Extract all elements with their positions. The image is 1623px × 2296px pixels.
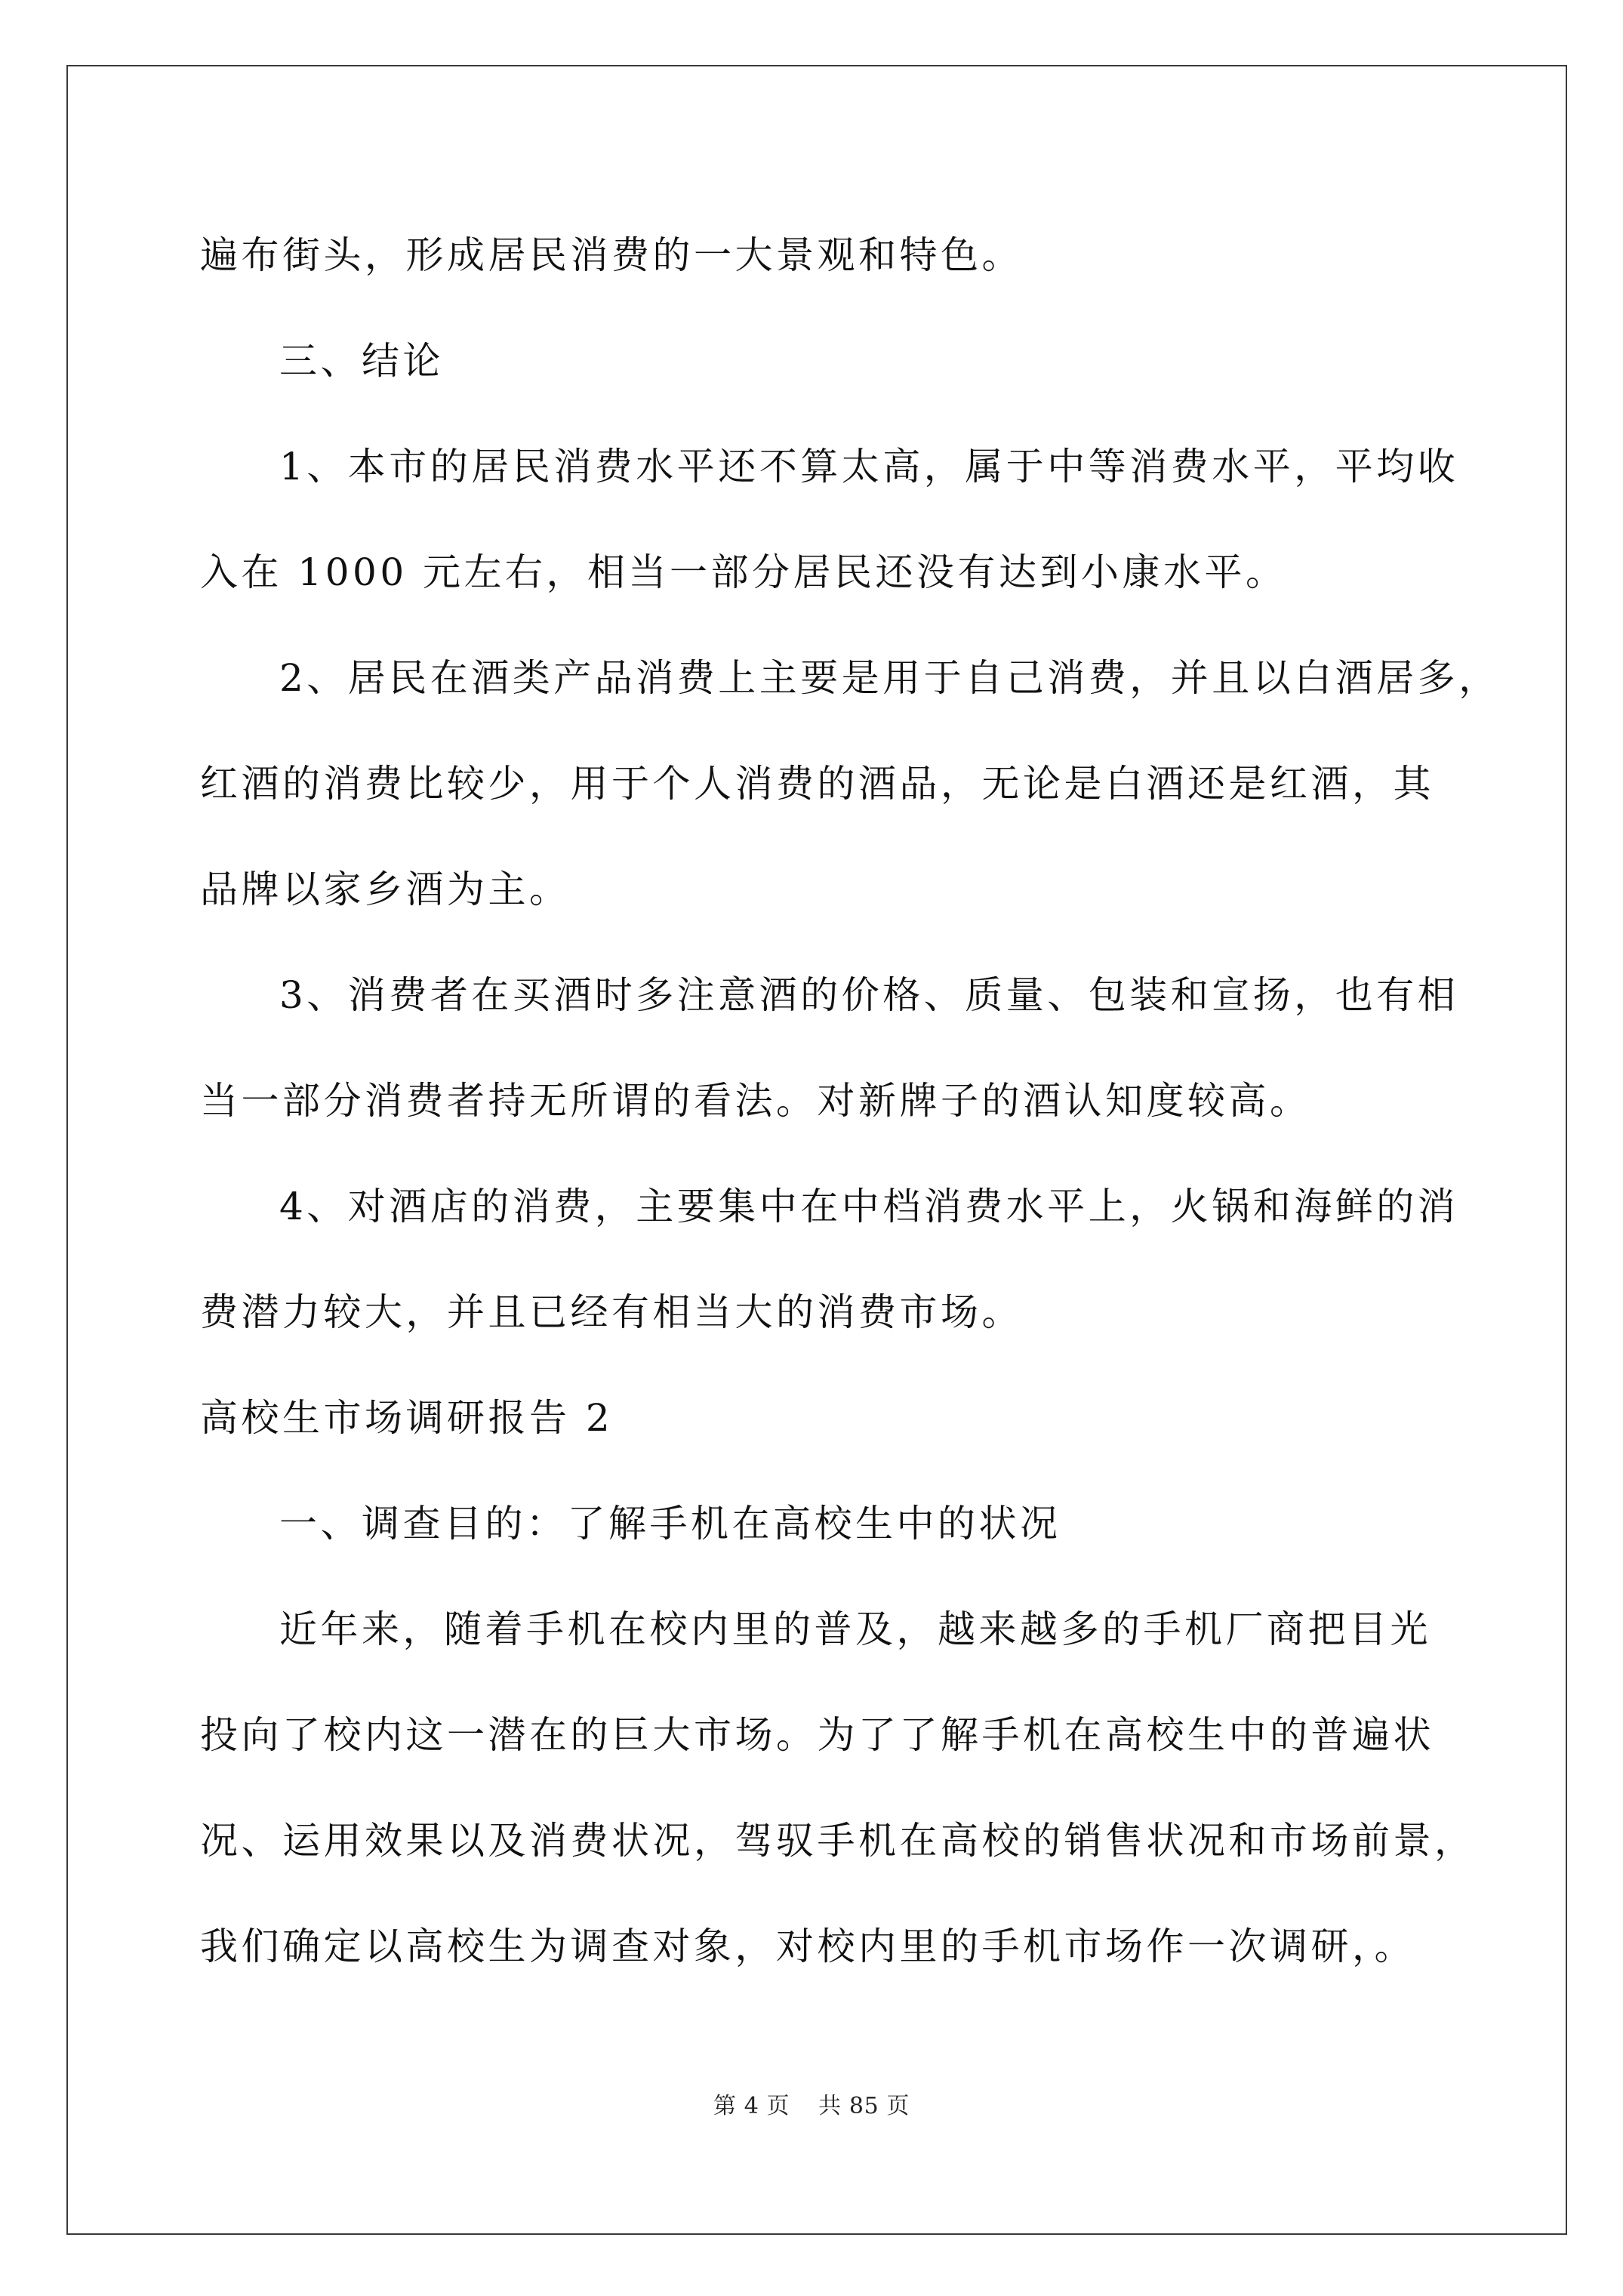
section-heading-conclusion: 三、结论 <box>279 339 444 383</box>
body-line-5: 2、居民在酒类产品消费上主要是用于自己消费，并且以白酒居多， <box>279 656 1500 700</box>
body-line-16: 况、运用效果以及消费状况，驾驭手机在高校的销售状况和市场前景， <box>200 1819 1476 1863</box>
body-line-7: 品牌以家乡酒为主。 <box>200 868 571 911</box>
body-line-10: 4、对酒店的消费，主要集中在中档消费水平上，火锅和海鲜的消 <box>279 1185 1459 1228</box>
page-number: 第 4 页 <box>713 2093 790 2119</box>
body-line-4: 入在 1000 元左右，相当一部分居民还没有达到小康水平。 <box>200 550 1287 594</box>
page-footer <box>0 2091 1623 2122</box>
body-line-11: 费潜力较大，并且已经有相当大的消费市场。 <box>200 1290 1023 1334</box>
body-line-9: 当一部分消费者持无所谓的看法。对新牌子的酒认知度较高。 <box>200 1079 1311 1123</box>
body-line-8: 3、消费者在买酒时多注意酒的价格、质量、包装和宣扬，也有相 <box>279 973 1459 1017</box>
page-total: 共 85 页 <box>818 2093 910 2119</box>
body-line-15: 投向了校内这一潜在的巨大市场。为了了解手机在高校生中的普遍状 <box>200 1713 1434 1757</box>
body-line-14: 近年来，随着手机在校内里的普及，越来越多的手机厂商把目光 <box>279 1607 1431 1651</box>
report-title: 高校生市场调研报告 2 <box>200 1396 614 1440</box>
body-line-3: 1、本市的居民消费水平还不算太高，属于中等消费水平，平均收 <box>279 445 1459 488</box>
page-border <box>66 65 1567 2235</box>
body-line-1: 遍布街头，形成居民消费的一大景观和特色。 <box>200 233 1023 277</box>
body-line-6: 红酒的消费比较少，用于个人消费的酒品，无论是白酒还是红酒，其 <box>200 762 1434 806</box>
section-heading-purpose: 一、调查目的：了解手机在高校生中的状况 <box>279 1502 1061 1546</box>
body-line-17: 我们确定以高校生为调查对象，对校内里的手机市场作一次调研，。 <box>200 1925 1415 1968</box>
